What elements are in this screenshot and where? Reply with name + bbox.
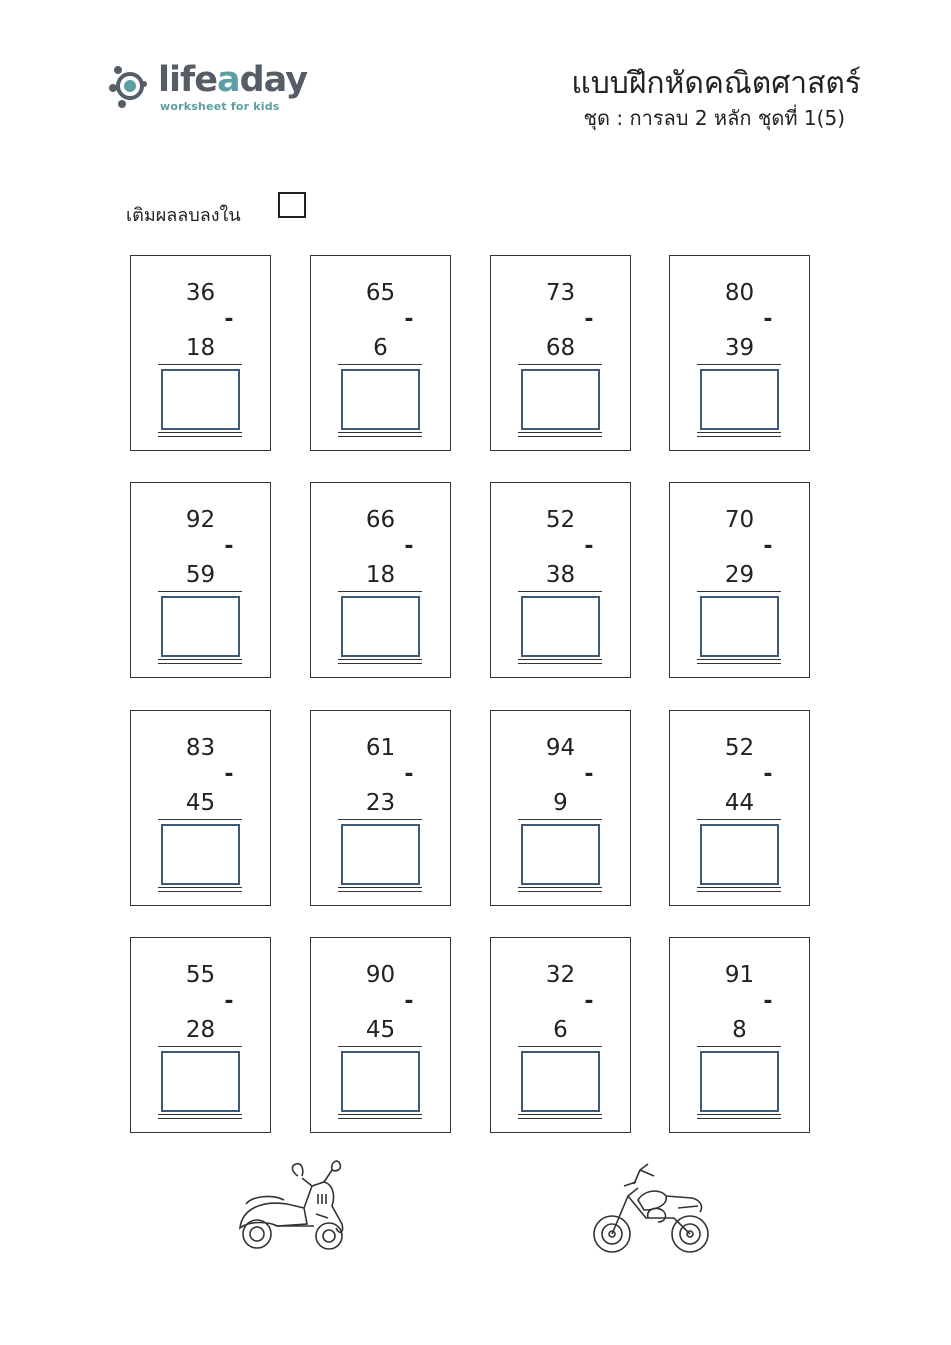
result-line (158, 1046, 242, 1047)
subtrahend: 6 (553, 1017, 568, 1043)
minuend: 80 (724, 280, 755, 306)
minuend: 36 (185, 280, 216, 306)
problem-card (310, 710, 451, 906)
minuend: 32 (545, 962, 576, 988)
minuend: 55 (185, 962, 216, 988)
double-underline-top (518, 1114, 602, 1115)
minuend: 61 (365, 735, 396, 761)
result-line (697, 819, 781, 820)
subtrahend: 44 (724, 790, 755, 816)
subtrahend: 23 (365, 790, 396, 816)
double-underline-top (338, 1114, 422, 1115)
double-underline-bottom (697, 436, 781, 437)
subtrahend: 29 (724, 562, 755, 588)
worksheet-title: แบบฝึกหัดคณิตศาสตร์ (571, 66, 861, 101)
motorcycle-illustration (588, 1156, 718, 1256)
double-underline-top (158, 887, 242, 888)
double-underline-bottom (158, 663, 242, 664)
result-line (697, 364, 781, 365)
result-line (158, 591, 242, 592)
subtrahend: 38 (545, 562, 576, 588)
problem-card (490, 482, 631, 678)
minus-sign: - (404, 762, 414, 787)
double-underline-bottom (697, 663, 781, 664)
scooter-illustration (232, 1154, 357, 1254)
double-underline-top (697, 432, 781, 433)
double-underline-top (158, 432, 242, 433)
double-underline-bottom (158, 1118, 242, 1119)
problem-card (669, 710, 810, 906)
answer-box[interactable] (341, 596, 420, 657)
answer-box[interactable] (341, 1051, 420, 1112)
minus-sign: - (763, 307, 773, 332)
minuend: 90 (365, 962, 396, 988)
answer-box[interactable] (161, 824, 240, 885)
double-underline-top (338, 432, 422, 433)
answer-box[interactable] (341, 369, 420, 430)
answer-box[interactable] (700, 824, 779, 885)
answer-box[interactable] (161, 369, 240, 430)
problem-card (669, 255, 810, 451)
minus-sign: - (584, 989, 594, 1014)
subtrahend: 18 (365, 562, 396, 588)
result-line (158, 364, 242, 365)
answer-box[interactable] (161, 596, 240, 657)
problem-card (130, 255, 271, 451)
minuend: 66 (365, 507, 396, 533)
result-line (518, 364, 602, 365)
double-underline-top (338, 659, 422, 660)
result-line (338, 1046, 422, 1047)
subtrahend: 68 (545, 335, 576, 361)
double-underline-bottom (697, 1118, 781, 1119)
problem-card (669, 937, 810, 1133)
result-line (697, 1046, 781, 1047)
double-underline-bottom (158, 891, 242, 892)
subtrahend: 6 (373, 335, 388, 361)
answer-box[interactable] (161, 1051, 240, 1112)
answer-box[interactable] (521, 596, 600, 657)
logo-tagline: worksheet for kids (160, 100, 280, 113)
problem-card (310, 255, 451, 451)
double-underline-top (697, 659, 781, 660)
subtrahend: 28 (185, 1017, 216, 1043)
minuend: 92 (185, 507, 216, 533)
double-underline-top (518, 432, 602, 433)
problem-card (130, 482, 271, 678)
double-underline-bottom (158, 436, 242, 437)
answer-box[interactable] (521, 824, 600, 885)
problem-card (490, 255, 631, 451)
double-underline-top (697, 887, 781, 888)
subtrahend: 18 (185, 335, 216, 361)
result-line (338, 819, 422, 820)
minuend: 73 (545, 280, 576, 306)
subtrahend: 39 (724, 335, 755, 361)
result-line (338, 364, 422, 365)
answer-box[interactable] (700, 1051, 779, 1112)
subtrahend: 9 (553, 790, 568, 816)
instruction-text: เติมผลลบลงใน (126, 205, 241, 226)
result-line (338, 591, 422, 592)
minus-sign: - (584, 307, 594, 332)
minuend: 94 (545, 735, 576, 761)
result-line (158, 819, 242, 820)
minus-sign: - (404, 534, 414, 559)
double-underline-bottom (518, 436, 602, 437)
problem-card (490, 937, 631, 1133)
problem-card (669, 482, 810, 678)
minus-sign: - (224, 762, 234, 787)
subtrahend: 45 (365, 1017, 396, 1043)
minus-sign: - (224, 534, 234, 559)
answer-box[interactable] (341, 824, 420, 885)
double-underline-top (158, 1114, 242, 1115)
minuend: 83 (185, 735, 216, 761)
double-underline-top (697, 1114, 781, 1115)
double-underline-bottom (338, 663, 422, 664)
worksheet-subtitle: ชุด : การลบ 2 หลัก ชุดที่ 1(5) (583, 106, 845, 130)
problem-card (130, 937, 271, 1133)
result-line (518, 1046, 602, 1047)
problem-card (310, 482, 451, 678)
double-underline-top (518, 887, 602, 888)
answer-box[interactable] (521, 369, 600, 430)
subtrahend: 59 (185, 562, 216, 588)
minus-sign: - (404, 989, 414, 1014)
double-underline-bottom (338, 1118, 422, 1119)
answer-box[interactable] (700, 596, 779, 657)
minuend: 70 (724, 507, 755, 533)
double-underline-bottom (338, 436, 422, 437)
double-underline-bottom (518, 1118, 602, 1119)
minus-sign: - (763, 989, 773, 1014)
minus-sign: - (224, 989, 234, 1014)
minus-sign: - (224, 307, 234, 332)
logo-wordmark: lifeaday (158, 60, 308, 100)
double-underline-bottom (338, 891, 422, 892)
minus-sign: - (584, 762, 594, 787)
minus-sign: - (763, 762, 773, 787)
minuend: 65 (365, 280, 396, 306)
subtrahend: 8 (732, 1017, 747, 1043)
double-underline-top (338, 887, 422, 888)
problem-card (490, 710, 631, 906)
answer-box[interactable] (521, 1051, 600, 1112)
result-line (518, 591, 602, 592)
double-underline-top (518, 659, 602, 660)
minuend: 52 (724, 735, 755, 761)
answer-box[interactable] (700, 369, 779, 430)
subtrahend: 45 (185, 790, 216, 816)
minus-sign: - (404, 307, 414, 332)
double-underline-bottom (518, 663, 602, 664)
result-line (697, 591, 781, 592)
minus-sign: - (763, 534, 773, 559)
minus-sign: - (584, 534, 594, 559)
problem-card (310, 937, 451, 1133)
result-line (518, 819, 602, 820)
problem-card (130, 710, 271, 906)
minuend: 52 (545, 507, 576, 533)
double-underline-bottom (697, 891, 781, 892)
double-underline-top (158, 659, 242, 660)
double-underline-bottom (518, 891, 602, 892)
minuend: 91 (724, 962, 755, 988)
